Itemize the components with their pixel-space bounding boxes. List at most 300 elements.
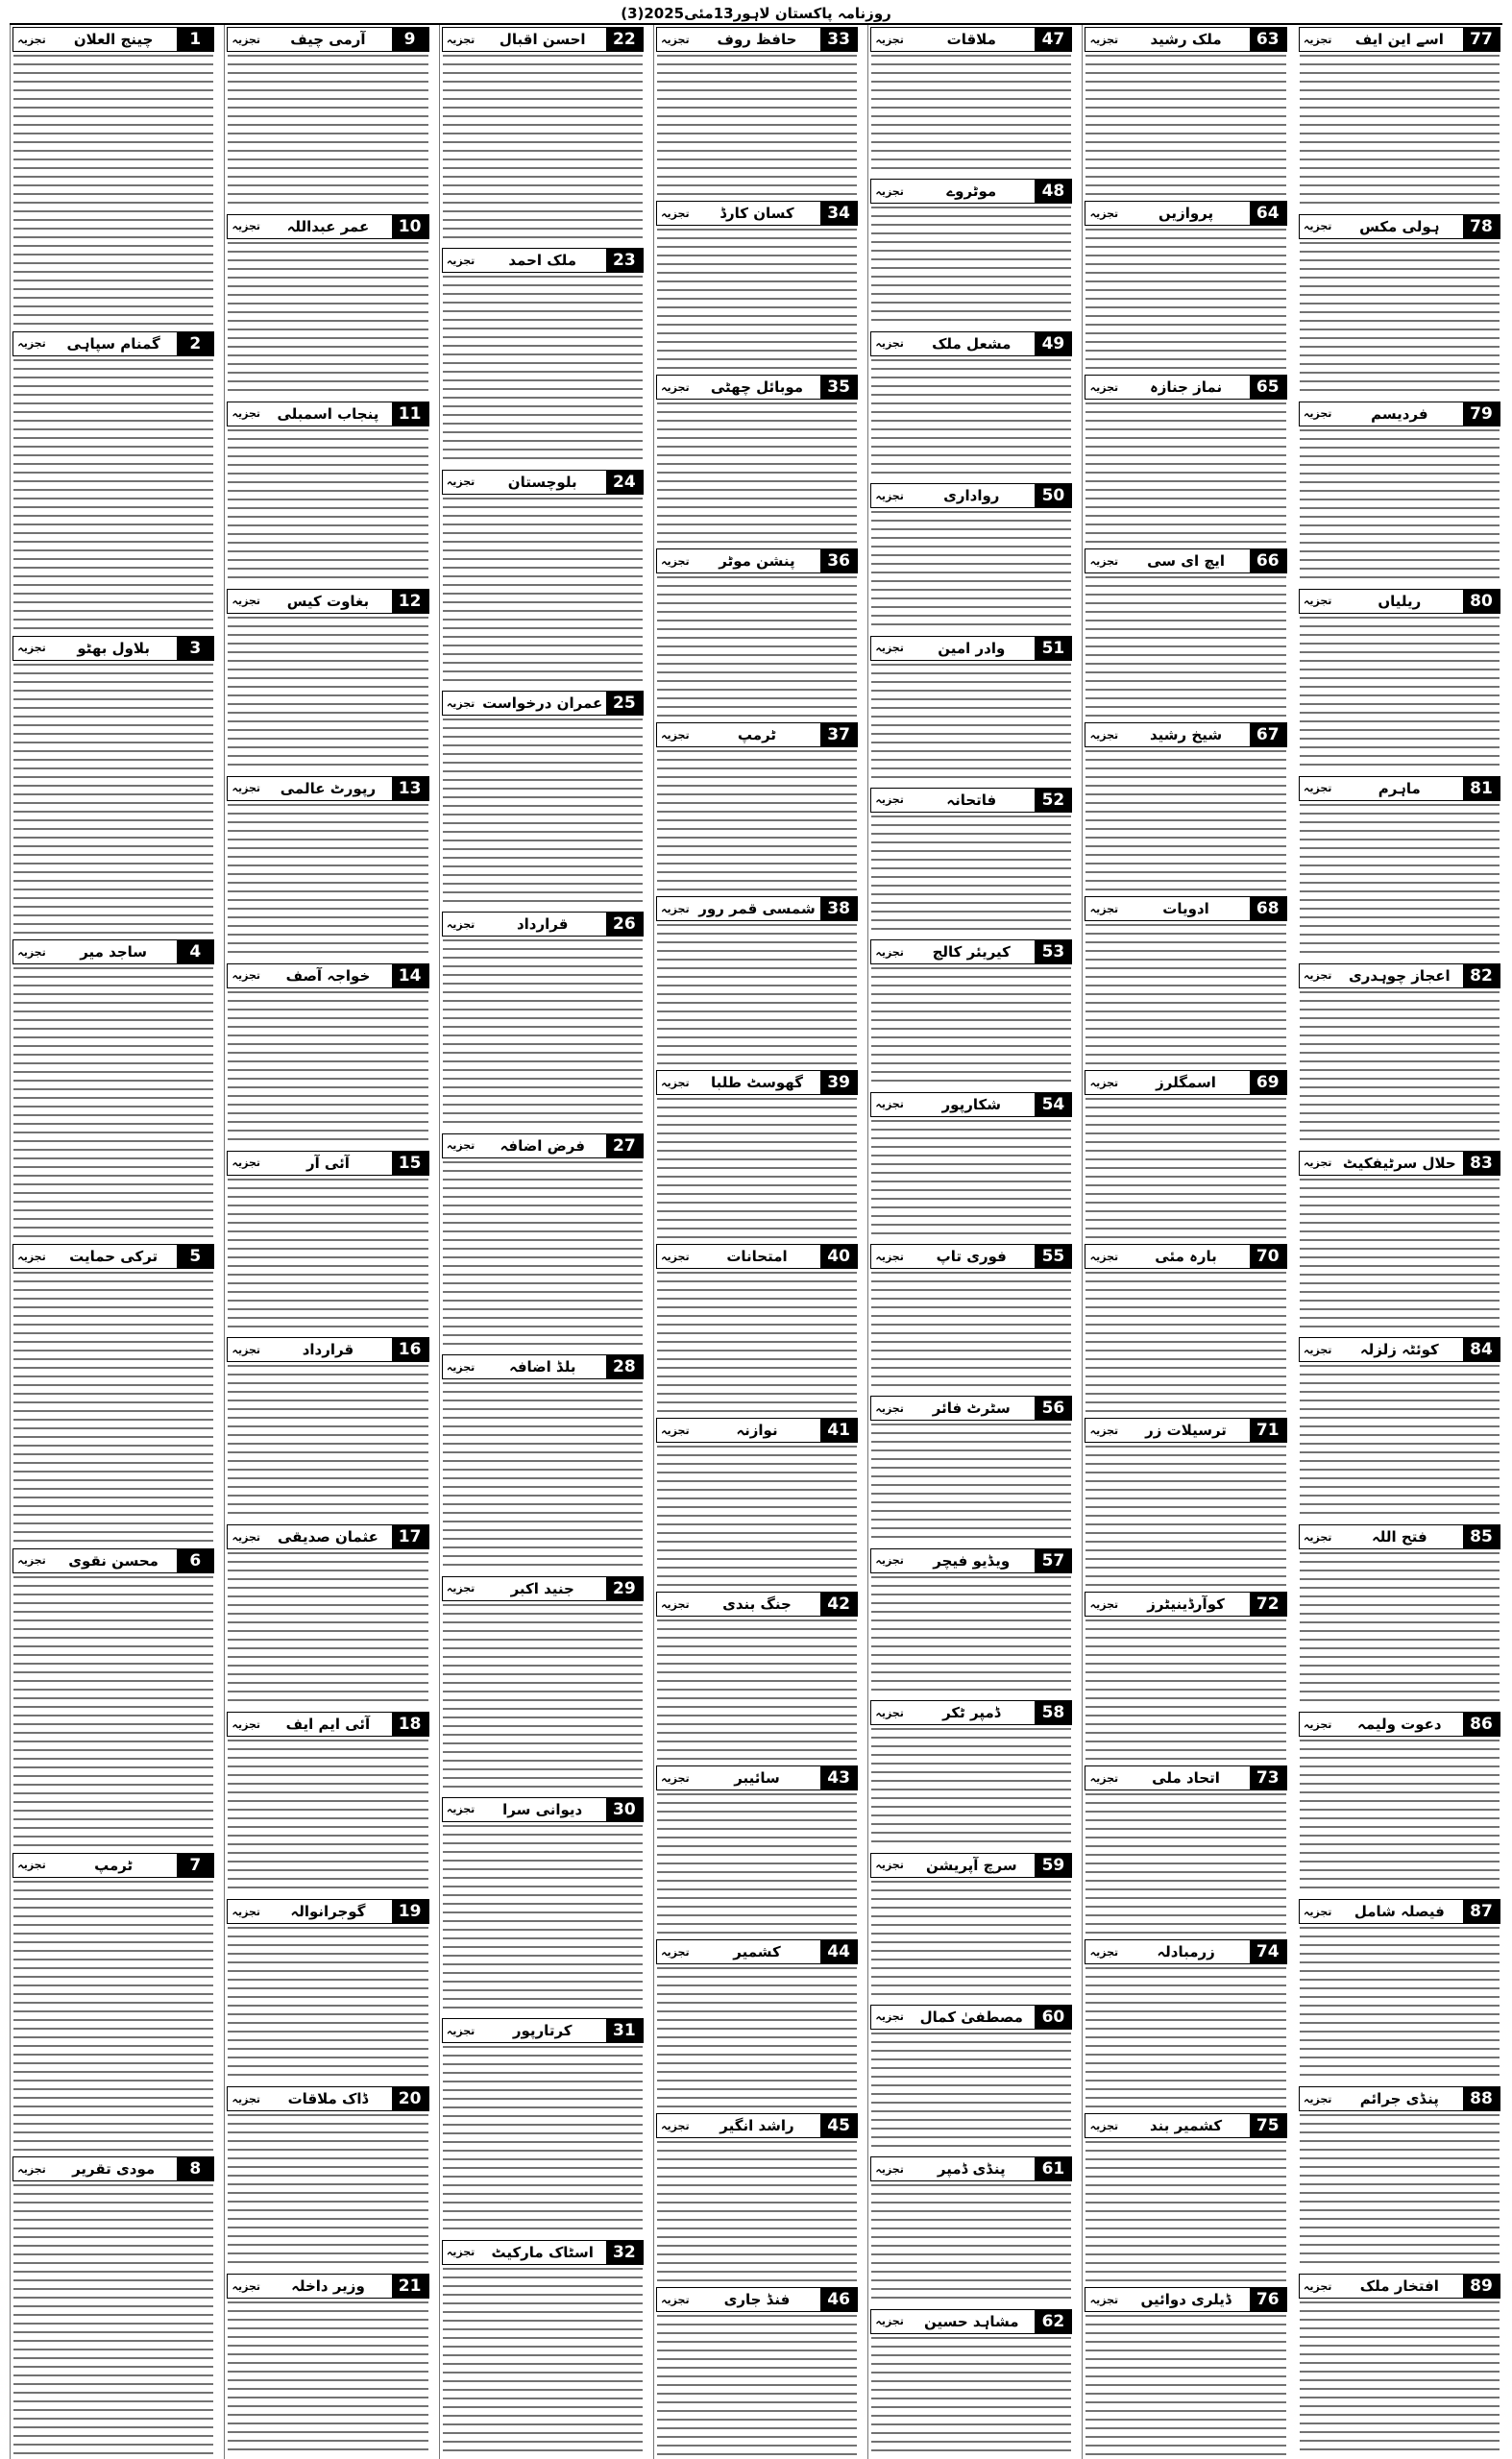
news-item-title: سائیبر xyxy=(734,1769,780,1787)
news-item-tag: تجزیہ xyxy=(1303,1717,1332,1731)
news-column xyxy=(1297,25,1502,2459)
news-item-tag: تجزیہ xyxy=(661,1597,690,1611)
news-item xyxy=(1297,1710,1502,1895)
news-item-tag: تجزیہ xyxy=(1303,2092,1332,2106)
news-item-number: 84 xyxy=(1463,1338,1500,1361)
news-item xyxy=(1083,1068,1288,1240)
body-text-lines xyxy=(657,1619,857,1762)
news-item-number: 89 xyxy=(1463,2275,1500,2298)
news-item-tag: تجزیہ xyxy=(661,33,690,46)
body-text-lines xyxy=(657,2141,857,2283)
news-item-tag: تجزیہ xyxy=(232,1530,261,1544)
news-item xyxy=(440,910,646,1129)
news-item-header xyxy=(227,1712,428,1737)
news-item-header xyxy=(656,2113,858,2138)
body-text-lines xyxy=(228,991,427,1147)
news-item-body xyxy=(654,55,860,197)
news-item-tag: تجزیہ xyxy=(446,1803,476,1816)
body-text-lines xyxy=(1085,924,1285,1066)
news-item xyxy=(1083,2285,1288,2457)
news-item-body xyxy=(440,1161,646,1351)
news-item xyxy=(1083,1937,1288,2109)
news-item-header xyxy=(442,912,644,937)
news-item-number: 25 xyxy=(606,692,643,715)
news-item-number: 82 xyxy=(1463,964,1500,987)
news-item-number: 45 xyxy=(820,2114,857,2137)
news-item-tag: تجزیہ xyxy=(446,475,476,489)
news-item-header xyxy=(1299,589,1500,614)
news-item xyxy=(1083,199,1288,371)
news-item-number: 43 xyxy=(820,1766,857,1789)
body-text-lines xyxy=(1300,991,1500,1147)
news-item xyxy=(1297,25,1502,210)
masthead: روزنامہ پاکستان لاہور13مئی2025(3) xyxy=(10,4,1502,25)
news-item-header xyxy=(656,2287,858,2312)
news-item-number: 11 xyxy=(392,402,428,426)
news-item-number: 74 xyxy=(1250,1940,1286,1963)
news-item-number: 79 xyxy=(1463,402,1500,426)
news-item-header xyxy=(1085,1592,1286,1617)
news-item-title: وادر امین xyxy=(938,639,1006,657)
news-item-number: 35 xyxy=(820,376,857,399)
body-text-lines xyxy=(1085,1446,1285,1588)
news-item-tag: تجزیہ xyxy=(232,1343,261,1356)
news-item-title: ایچ ای سی xyxy=(1147,552,1225,570)
news-item-title: بارہ مئی xyxy=(1155,1248,1217,1265)
news-item xyxy=(1297,1897,1502,2082)
news-item-number: 73 xyxy=(1250,1766,1286,1789)
news-item-number: 28 xyxy=(606,1355,643,1378)
body-text-lines xyxy=(443,2046,643,2235)
news-item-tag: تجزیہ xyxy=(1089,1250,1119,1263)
news-item-title: راشد انگیر xyxy=(719,2117,794,2134)
news-item xyxy=(654,894,860,1066)
news-item-body xyxy=(1083,229,1288,371)
news-item-number: 23 xyxy=(606,249,643,272)
news-item-tag: تجزیہ xyxy=(1303,595,1332,608)
news-item xyxy=(225,587,430,772)
news-item xyxy=(1297,1149,1502,1334)
news-item-body xyxy=(1297,1365,1502,1521)
body-text-lines xyxy=(1300,2114,1500,2270)
news-item-body xyxy=(868,1728,1074,1848)
news-item-tag: تجزیہ xyxy=(875,642,904,654)
news-item-title: شکارپور xyxy=(941,1095,1001,1113)
news-item-body xyxy=(868,1120,1074,1240)
news-item-title: ویڈیو فیچر xyxy=(933,1551,1011,1570)
body-text-lines xyxy=(1300,1740,1500,1895)
news-item-title: فتح اللہ xyxy=(1371,1528,1427,1546)
news-item-title: ٹرمپ xyxy=(94,1856,134,1874)
news-item xyxy=(225,1710,430,1895)
news-item-body xyxy=(11,1272,216,1545)
news-item-header xyxy=(1085,375,1286,400)
news-item-title: پنڈی جرائم xyxy=(1359,2090,1439,2108)
body-text-lines xyxy=(1085,1967,1285,2109)
news-item-tag: تجزیہ xyxy=(1089,33,1119,46)
news-item xyxy=(1083,2111,1288,2283)
news-item-header xyxy=(1299,2274,1500,2299)
news-item-tag: تجزیہ xyxy=(1089,380,1119,394)
news-item-tag: تجزیہ xyxy=(232,969,261,983)
news-item-title: حافظ روف xyxy=(717,31,797,48)
body-text-lines xyxy=(443,1382,643,1571)
news-item xyxy=(1297,962,1502,1147)
news-item xyxy=(1083,1590,1288,1762)
news-item-tag: تجزیہ xyxy=(875,2010,904,2024)
news-item-tag: تجزیہ xyxy=(1089,1771,1119,1785)
news-item-title: اتحاد ملی xyxy=(1152,1769,1220,1787)
news-item-tag: تجزیہ xyxy=(17,945,46,959)
news-item-tag: تجزیہ xyxy=(661,902,690,915)
news-column xyxy=(439,25,646,2459)
news-item-title: وزیر داخلہ xyxy=(291,2277,365,2296)
news-item-tag: تجزیہ xyxy=(661,1250,690,1263)
news-item-body xyxy=(11,2184,216,2457)
news-item-body xyxy=(1083,1793,1288,1936)
news-item xyxy=(225,1335,430,1521)
news-item-title: امتحانات xyxy=(726,1248,788,1265)
news-item-body xyxy=(440,718,646,908)
news-item-header xyxy=(227,27,428,52)
news-item xyxy=(868,2003,1074,2153)
news-item-title: دعوت ولیمہ xyxy=(1357,1716,1442,1734)
news-item-header xyxy=(12,636,214,661)
news-item xyxy=(654,547,860,718)
news-item-number: 19 xyxy=(392,1900,428,1923)
news-item-body xyxy=(225,1552,430,1708)
news-item-title: موبائل چھٹی xyxy=(710,378,804,396)
body-text-lines xyxy=(871,2033,1071,2153)
news-item-body xyxy=(440,939,646,1129)
news-item-body xyxy=(225,55,430,210)
body-text-lines xyxy=(1085,1793,1285,1936)
news-item-number: 7 xyxy=(177,1854,213,1877)
news-item-title: محسن نقوی xyxy=(68,1551,159,1570)
news-item-header xyxy=(1085,896,1286,921)
news-item xyxy=(11,25,216,328)
news-item-title: ہولی مکس xyxy=(1359,217,1440,235)
news-item-body xyxy=(225,242,430,398)
news-item-title: ماہرم xyxy=(1378,779,1421,797)
news-item-title: ادویات xyxy=(1162,900,1209,917)
news-item xyxy=(1297,212,1502,398)
news-item-title: چینج العلان xyxy=(73,31,154,48)
body-text-lines xyxy=(13,1881,213,2154)
news-item-body xyxy=(654,1098,860,1240)
news-item-body xyxy=(654,1446,860,1588)
body-text-lines xyxy=(13,967,213,1240)
news-item-header xyxy=(442,248,644,273)
news-item-tag: تجزیہ xyxy=(232,220,261,233)
body-text-lines xyxy=(228,2301,427,2457)
news-item-title: کشمیر بند xyxy=(1149,2117,1223,2134)
news-item-number: 10 xyxy=(392,215,428,238)
news-item-number: 24 xyxy=(606,471,643,494)
body-text-lines xyxy=(657,1793,857,1936)
news-item xyxy=(654,2285,860,2457)
news-item-tag: تجزیہ xyxy=(1089,2119,1119,2132)
news-item-header xyxy=(12,2156,214,2181)
news-item-header xyxy=(1085,201,1286,226)
news-item-number: 47 xyxy=(1035,28,1071,51)
news-item-body xyxy=(11,1576,216,1849)
news-item-title: عمر عبداللہ xyxy=(286,217,370,235)
news-item xyxy=(225,962,430,1147)
news-item-title: مشاہد حسین xyxy=(923,2312,1019,2330)
news-item-number: 13 xyxy=(392,777,428,800)
body-text-lines xyxy=(443,2268,643,2457)
news-item-title: گھوسٹ طلبا xyxy=(711,1074,803,1091)
news-item-body xyxy=(225,804,430,960)
news-item xyxy=(440,25,646,244)
news-item-header xyxy=(870,788,1072,813)
body-text-lines xyxy=(1085,1272,1285,1414)
body-text-lines xyxy=(1085,1098,1285,1240)
news-item xyxy=(868,2155,1074,2304)
news-item-number: 63 xyxy=(1250,28,1286,51)
news-item-header xyxy=(870,179,1072,204)
news-item-header xyxy=(227,1524,428,1549)
news-item-number: 65 xyxy=(1250,376,1286,399)
news-item-title: ٹرمپ xyxy=(737,726,777,743)
news-item-title: فردیسم xyxy=(1371,404,1428,423)
news-item-number: 86 xyxy=(1463,1713,1500,1736)
news-item-body xyxy=(440,2046,646,2235)
news-item-body xyxy=(11,664,216,937)
news-item-body xyxy=(11,55,216,328)
body-text-lines xyxy=(871,511,1071,631)
news-item xyxy=(440,246,646,465)
news-item-tag: تجزیہ xyxy=(446,2024,476,2037)
news-item-title: سرچ آپریشن xyxy=(925,1856,1017,1874)
news-item xyxy=(225,2084,430,2270)
news-item-header xyxy=(1085,2287,1286,2312)
news-item-body xyxy=(1083,2141,1288,2283)
news-item-header xyxy=(656,1592,858,1617)
body-text-lines xyxy=(13,1576,213,1849)
news-item-title: ساجد میر xyxy=(80,943,148,962)
news-item-tag: تجزیہ xyxy=(232,2092,261,2106)
news-item xyxy=(225,1149,430,1334)
news-column xyxy=(224,25,430,2459)
news-item xyxy=(11,2155,216,2457)
news-item-header xyxy=(656,896,858,921)
body-text-lines xyxy=(443,1825,643,2014)
news-item-header xyxy=(227,1337,428,1362)
news-item-tag: تجزیہ xyxy=(875,793,904,807)
news-item xyxy=(654,199,860,371)
news-item xyxy=(868,2307,1074,2457)
body-text-lines xyxy=(657,229,857,371)
news-item-header xyxy=(870,1700,1072,1725)
news-item-number: 80 xyxy=(1463,590,1500,613)
news-item-body xyxy=(868,967,1074,1087)
news-item-tag: تجزیہ xyxy=(875,2162,904,2176)
news-item-tag: تجزیہ xyxy=(875,1250,904,1263)
news-item-body xyxy=(868,511,1074,631)
body-text-lines xyxy=(443,276,643,465)
news-item-number: 4 xyxy=(177,940,213,963)
news-item xyxy=(11,1546,216,1849)
news-item-tag: تجزیہ xyxy=(17,1554,46,1568)
news-item-body xyxy=(225,2114,430,2270)
news-item-title: افتخار ملک xyxy=(1359,2277,1439,2296)
news-item xyxy=(1297,400,1502,585)
news-item-body xyxy=(654,2315,860,2457)
news-item xyxy=(11,1242,216,1545)
news-item-number: 2 xyxy=(177,332,213,355)
news-item-tag: تجزیہ xyxy=(1303,969,1332,983)
news-item-number: 39 xyxy=(820,1071,857,1094)
news-item-header xyxy=(1085,548,1286,573)
news-item-tag: تجزیہ xyxy=(232,407,261,421)
news-item-tag: تجزیہ xyxy=(232,2279,261,2293)
news-item-title: فیصلہ شامل xyxy=(1353,1903,1445,1921)
news-item xyxy=(654,1764,860,1936)
news-item xyxy=(868,1242,1074,1392)
news-item xyxy=(11,937,216,1240)
news-item-title: ڈمپر ٹکر xyxy=(942,1704,1001,1722)
body-text-lines xyxy=(228,1179,427,1334)
news-item-title: پنجاب اسمبلی xyxy=(277,404,379,423)
news-item-header xyxy=(227,589,428,614)
body-text-lines xyxy=(1085,402,1285,545)
news-item-body xyxy=(1297,1927,1502,2082)
body-text-lines xyxy=(1085,55,1285,197)
news-item-title: فرض اضافہ xyxy=(500,1136,585,1155)
news-item-title: خواجہ آصف xyxy=(285,966,371,985)
news-item-number: 38 xyxy=(820,897,857,920)
news-item-title: ملاقات xyxy=(946,31,996,48)
news-item-header xyxy=(656,1244,858,1269)
news-item-body xyxy=(654,924,860,1066)
news-item-number: 81 xyxy=(1463,777,1500,800)
news-item-header xyxy=(656,375,858,400)
news-item-number: 87 xyxy=(1463,1900,1500,1923)
news-item-header xyxy=(12,1548,214,1573)
news-item-header xyxy=(227,2274,428,2299)
news-item-title: اسے این ایف xyxy=(1354,31,1444,48)
news-item-tag: تجزیہ xyxy=(661,380,690,394)
news-item-number: 5 xyxy=(177,1245,213,1268)
news-item-tag: تجزیہ xyxy=(1303,33,1332,46)
body-text-lines xyxy=(871,1272,1071,1392)
news-item-number: 44 xyxy=(820,1940,857,1963)
news-item-body xyxy=(225,429,430,585)
news-item xyxy=(654,1242,860,1414)
news-item xyxy=(654,720,860,892)
news-item-number: 60 xyxy=(1035,2006,1071,2029)
news-item-header xyxy=(442,2018,644,2043)
news-item-title: فوری تاپ xyxy=(936,1248,1007,1265)
news-item-tag: تجزیہ xyxy=(875,945,904,959)
news-item-title: نوازنہ xyxy=(736,1422,778,1439)
news-item-header xyxy=(1299,1899,1500,1924)
body-text-lines xyxy=(657,1446,857,1588)
news-item-header xyxy=(12,939,214,964)
body-text-lines xyxy=(1085,229,1285,371)
body-text-lines xyxy=(228,429,427,585)
news-item-tag: تجزیہ xyxy=(17,1859,46,1871)
news-item-tag: تجزیہ xyxy=(1089,2293,1119,2306)
news-item xyxy=(1297,587,1502,772)
news-item-number: 8 xyxy=(177,2157,213,2180)
news-item-body xyxy=(654,576,860,718)
news-item-header xyxy=(227,402,428,426)
news-item-number: 64 xyxy=(1250,202,1286,225)
news-item-title: اسمگلرز xyxy=(1156,1074,1216,1091)
news-column xyxy=(10,25,216,2459)
news-item-header xyxy=(12,27,214,52)
news-item-body xyxy=(868,1424,1074,1544)
news-item-body xyxy=(1083,924,1288,1066)
news-item-header xyxy=(656,1418,858,1443)
news-item-body xyxy=(1083,2315,1288,2457)
news-item-header xyxy=(442,470,644,495)
news-item-body xyxy=(868,1272,1074,1392)
news-item-tag: تجزیہ xyxy=(1303,1905,1332,1918)
news-item-tag: تجزیہ xyxy=(875,1401,904,1415)
news-item-body xyxy=(868,2337,1074,2457)
news-item-tag: تجزیہ xyxy=(1303,1343,1332,1356)
news-item-number: 21 xyxy=(392,2275,428,2298)
news-item-tag: تجزیہ xyxy=(1303,782,1332,795)
news-item-title: کیریئر کالج xyxy=(932,943,1011,962)
news-item-tag: تجزیہ xyxy=(661,554,690,568)
body-text-lines xyxy=(1300,429,1500,585)
body-text-lines xyxy=(13,55,213,328)
news-item xyxy=(868,481,1074,631)
news-item-body xyxy=(440,2268,646,2457)
news-item xyxy=(1083,720,1288,892)
news-item xyxy=(868,786,1074,936)
news-item-body xyxy=(1297,804,1502,960)
news-item-body xyxy=(868,55,1074,175)
news-item-body xyxy=(1083,1272,1288,1414)
news-item xyxy=(440,689,646,908)
news-item-number: 68 xyxy=(1250,897,1286,920)
news-item-title: بلاول بھٹو xyxy=(77,639,150,657)
news-item-number: 17 xyxy=(392,1525,428,1548)
news-item-header xyxy=(227,963,428,988)
news-item xyxy=(225,1522,430,1708)
news-item-body xyxy=(1297,242,1502,398)
body-text-lines xyxy=(871,2184,1071,2304)
news-item-tag: تجزیہ xyxy=(232,1905,261,1918)
body-text-lines xyxy=(1085,2141,1285,2283)
news-item-tag: تجزیہ xyxy=(1303,1530,1332,1544)
news-item-number: 57 xyxy=(1035,1549,1071,1572)
news-item-title: گوجرانوالہ xyxy=(290,1903,366,1921)
news-item-tag: تجزیہ xyxy=(1303,1156,1332,1170)
body-text-lines xyxy=(443,1161,643,1351)
news-column xyxy=(1082,25,1288,2459)
news-item xyxy=(654,1937,860,2109)
news-item-title: آئی ایم ایف xyxy=(285,1716,371,1734)
news-item-body xyxy=(1083,750,1288,892)
news-item-tag: تجزیہ xyxy=(446,696,476,710)
body-text-lines xyxy=(1300,1552,1500,1708)
news-item-header xyxy=(870,1396,1072,1421)
body-text-lines xyxy=(1300,1179,1500,1334)
news-item-number: 88 xyxy=(1463,2087,1500,2110)
body-text-lines xyxy=(1300,242,1500,398)
news-item xyxy=(1083,1764,1288,1936)
news-item-number: 67 xyxy=(1250,723,1286,746)
news-item-header xyxy=(227,2086,428,2111)
body-text-lines xyxy=(228,1927,427,2082)
